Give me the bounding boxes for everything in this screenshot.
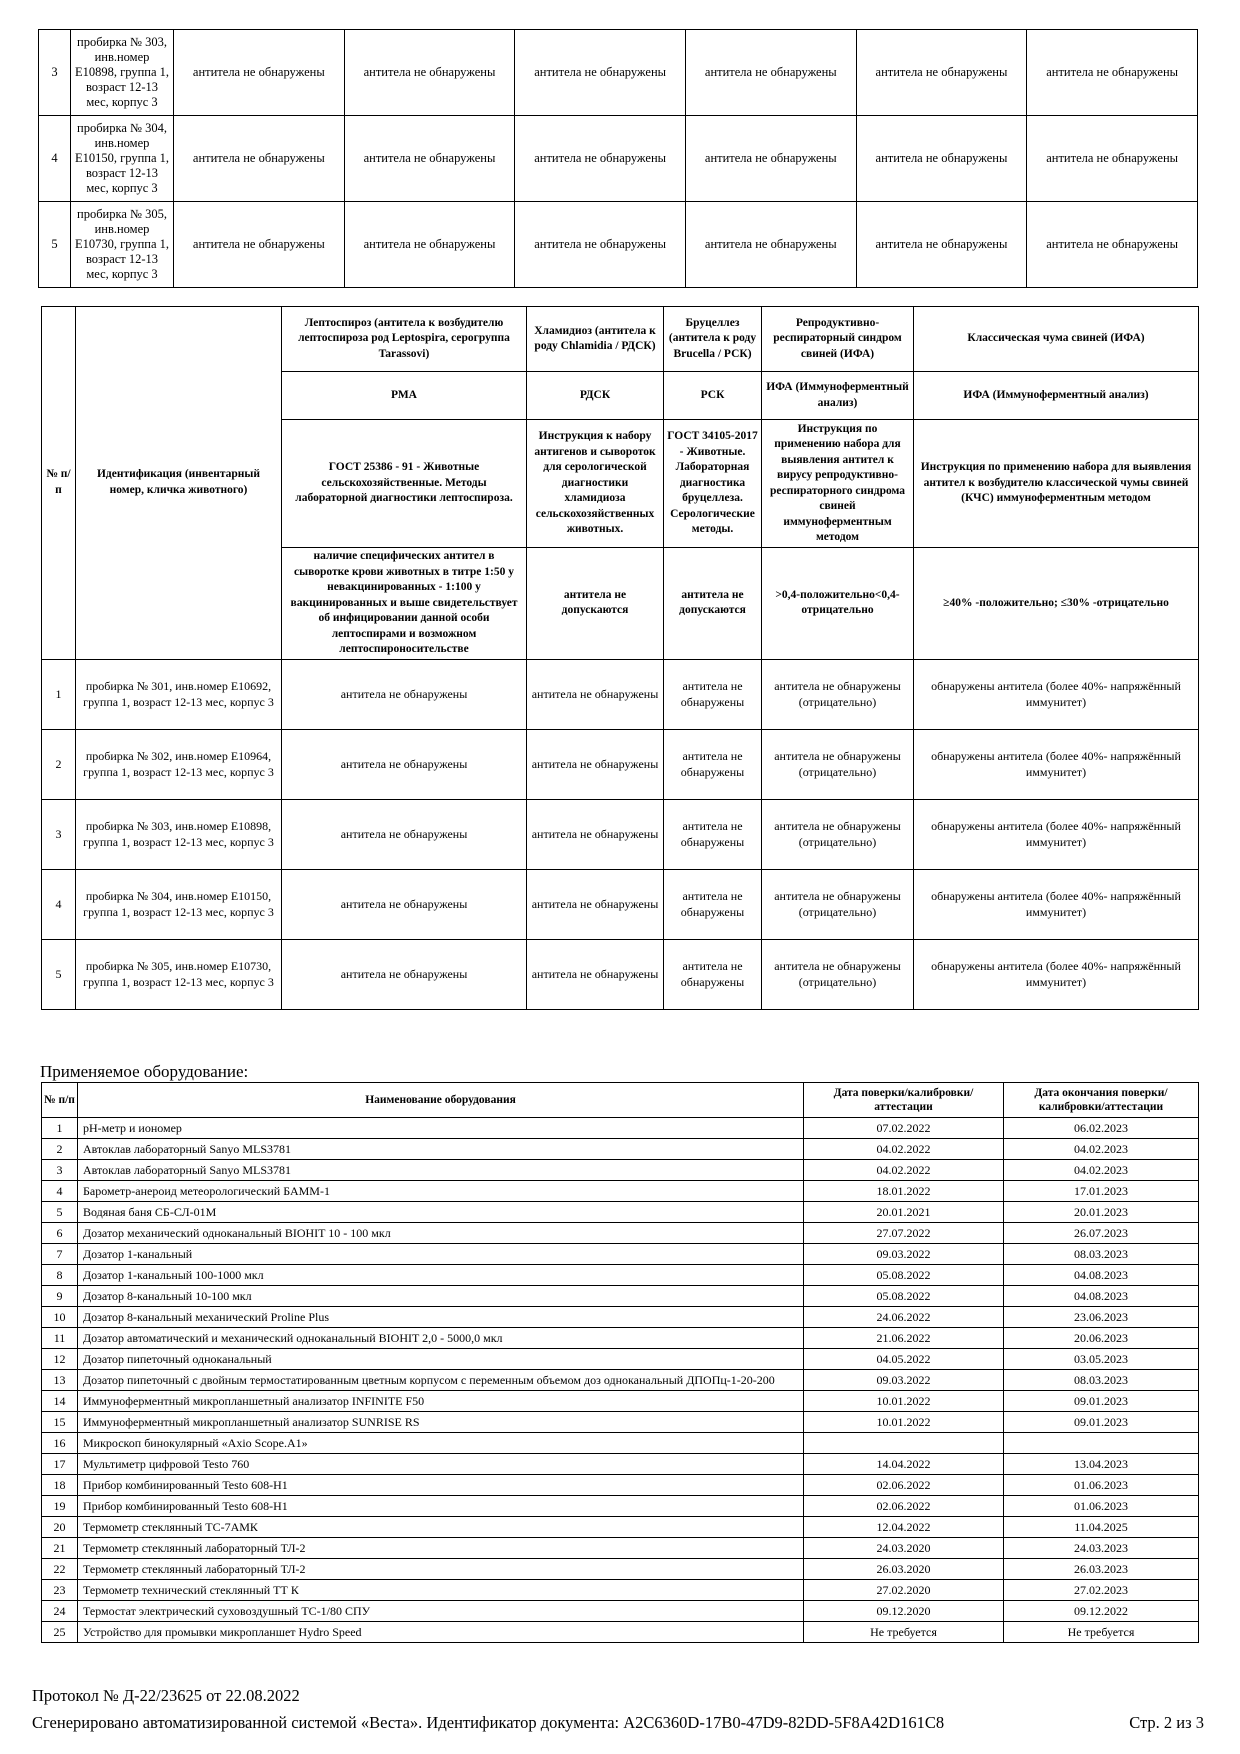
calibration-date: 21.06.2022: [804, 1328, 1004, 1349]
calibration-end-date: 17.01.2023: [1004, 1181, 1199, 1202]
standard-header: Инструкция по применению набора для выявления антител к вирусу репродуктивно-респираторного синдрома свиней иммуноферментным методом: [762, 420, 914, 548]
calibration-end-date: 04.08.2023: [1004, 1265, 1199, 1286]
calibration-date: 02.06.2022: [804, 1475, 1004, 1496]
row-number: 4: [42, 1181, 78, 1202]
calibration-end-date: 01.06.2023: [1004, 1496, 1199, 1517]
calibration-date: 20.01.2021: [804, 1202, 1004, 1223]
result-cell: антитела не обнаружены: [1027, 30, 1198, 116]
equipment-name: Прибор комбинированный Testo 608-H1: [78, 1475, 804, 1496]
equipment-row: [42, 1223, 1199, 1244]
equipment-row: [42, 1202, 1199, 1223]
table-row: [42, 869, 1199, 939]
norm-header: антитела не допускаются: [664, 548, 762, 660]
equipment-row: [42, 1538, 1199, 1559]
row-number: 3: [42, 799, 76, 869]
sample-id: пробирка № 302, инв.номер E10964, группа 1, возраст 12-13 мес, корпус 3: [76, 729, 282, 799]
row-number: 6: [42, 1223, 78, 1244]
equipment-header-row: [42, 1083, 1199, 1118]
table-row: [42, 939, 1199, 1009]
generated-by-note: Сгенерировано автоматизированной системой «Веста». Идентификатор документа: A2C6360D-17B0-47D9-82DD-5F8A42D161C8: [32, 1713, 945, 1732]
equipment-row: [42, 1622, 1199, 1643]
table-row: [42, 799, 1199, 869]
result-cell: антитела не обнаружены: [515, 116, 686, 202]
table-row: [39, 202, 1198, 288]
table-row: [42, 659, 1199, 729]
calibration-end-date: 13.04.2023: [1004, 1454, 1199, 1475]
col-num-header: № п/п: [42, 307, 76, 660]
calibration-end-date: 23.06.2023: [1004, 1307, 1199, 1328]
norm-header: >0,4-положительно<0,4-отрицательно: [762, 548, 914, 660]
method-header: ИФА (Иммуноферментный анализ): [762, 372, 914, 420]
result-cell: антитела не обнаружены (отрицательно): [762, 799, 914, 869]
header-row-disease: [42, 307, 1199, 372]
result-cell: антитела не обнаружены (отрицательно): [762, 729, 914, 799]
row-number: 21: [42, 1538, 78, 1559]
calibration-date: 24.06.2022: [804, 1307, 1004, 1328]
row-number: 15: [42, 1412, 78, 1433]
equipment-name: Термометр технический стеклянный ТТ К: [78, 1580, 804, 1601]
calibration-end-date: 20.01.2023: [1004, 1202, 1199, 1223]
row-number: 12: [42, 1349, 78, 1370]
eq-col-num-header: № п/п: [42, 1083, 78, 1118]
row-number: 16: [42, 1433, 78, 1454]
result-cell: антитела не обнаружены: [282, 869, 527, 939]
calibration-date: Не требуется: [804, 1622, 1004, 1643]
equipment-name: Водяная баня СБ-СЛ-01М: [78, 1202, 804, 1223]
calibration-date: 02.06.2022: [804, 1496, 1004, 1517]
result-cell: антитела не обнаружены: [515, 30, 686, 116]
row-number: 22: [42, 1559, 78, 1580]
equipment-name: Дозатор автоматический и механический одноканальный BIOHIT 2,0 - 5000,0 мкл: [78, 1328, 804, 1349]
standard-header: ГОСТ 34105-2017 - Животные. Лабораторная диагностика бруцеллеза. Серологические методы.: [664, 420, 762, 548]
calibration-end-date: 24.03.2023: [1004, 1538, 1199, 1559]
calibration-end-date: 08.03.2023: [1004, 1244, 1199, 1265]
calibration-end-date: 04.08.2023: [1004, 1286, 1199, 1307]
norm-header: ≥40% -положительно; ≤30% -отрицательно: [914, 548, 1199, 660]
result-cell: антитела не обнаружены: [174, 202, 345, 288]
calibration-date: 04.02.2022: [804, 1139, 1004, 1160]
equipment-row: [42, 1517, 1199, 1538]
equipment-row: [42, 1412, 1199, 1433]
calibration-end-date: 06.02.2023: [1004, 1118, 1199, 1139]
result-cell: антитела не обнаружены: [282, 939, 527, 1009]
calibration-date: 10.01.2022: [804, 1412, 1004, 1433]
disease-header: Классическая чума свиней (ИФА): [914, 307, 1199, 372]
calibration-end-date: 09.01.2023: [1004, 1412, 1199, 1433]
result-cell: антитела не обнаружены: [282, 729, 527, 799]
equipment-row: [42, 1286, 1199, 1307]
standard-header: Инструкция по применению набора для выявления антител к возбудителю классической чумы свиней (КЧС) иммуноферментным методом: [914, 420, 1199, 548]
method-header: ИФА (Иммуноферментный анализ): [914, 372, 1199, 420]
result-cell: антитела не обнаружены: [344, 116, 515, 202]
calibration-date: 09.03.2022: [804, 1244, 1004, 1265]
result-cell: антитела не обнаружены (отрицательно): [762, 939, 914, 1009]
result-cell: обнаружены антитела (более 40%- напряжённый иммунитет): [914, 729, 1199, 799]
equipment-row: [42, 1559, 1199, 1580]
equipment-name: Термометр стеклянный лабораторный ТЛ-2: [78, 1538, 804, 1559]
result-cell: обнаружены антитела (более 40%- напряжённый иммунитет): [914, 799, 1199, 869]
result-cell: антитела не обнаружены: [282, 659, 527, 729]
calibration-date: 04.02.2022: [804, 1160, 1004, 1181]
table-row: [39, 116, 1198, 202]
sample-id: пробирка № 305, инв.номер E10730, группа 1, возраст 12-13 мес, корпус 3: [71, 202, 174, 288]
equipment-name: Дозатор пипеточный одноканальный: [78, 1349, 804, 1370]
calibration-date: 27.02.2020: [804, 1580, 1004, 1601]
calibration-end-date: 09.12.2022: [1004, 1601, 1199, 1622]
col-id-header: Идентификация (инвентарный номер, кличка животного): [76, 307, 282, 660]
row-number: 5: [42, 1202, 78, 1223]
row-number: 1: [42, 659, 76, 729]
calibration-end-date: [1004, 1433, 1199, 1454]
equipment-row: [42, 1475, 1199, 1496]
result-cell: антитела не обнаружены: [527, 869, 664, 939]
sample-id: пробирка № 303, инв.номер E10898, группа 1, возраст 12-13 мес, корпус 3: [71, 30, 174, 116]
result-cell: антитела не обнаружены: [856, 202, 1027, 288]
row-number: 2: [42, 1139, 78, 1160]
equipment-name: Иммуноферментный микропланшетный анализатор INFINITE F50: [78, 1391, 804, 1412]
equipment-row: [42, 1307, 1199, 1328]
result-cell: антитела не обнаружены: [664, 939, 762, 1009]
disease-header: Хламидиоз (антитела к роду Chlamidia / РДСК): [527, 307, 664, 372]
row-number: 23: [42, 1580, 78, 1601]
equipment-row: [42, 1391, 1199, 1412]
calibration-date: 18.01.2022: [804, 1181, 1004, 1202]
page-number: Стр. 2 из 3: [1129, 1713, 1204, 1732]
calibration-end-date: 03.05.2023: [1004, 1349, 1199, 1370]
row-number: 8: [42, 1265, 78, 1286]
equipment-name: Дозатор 8-канальный 10-100 мкл: [78, 1286, 804, 1307]
equipment-row: [42, 1349, 1199, 1370]
result-cell: антитела не обнаружены: [515, 202, 686, 288]
calibration-date: 24.03.2020: [804, 1538, 1004, 1559]
result-cell: антитела не обнаружены: [685, 202, 856, 288]
equipment-name: Термостат электрический суховоздушный ТС-1/80 СПУ: [78, 1601, 804, 1622]
equipment-section-title: Применяемое оборудование:: [40, 1062, 249, 1081]
result-cell: антитела не обнаружены: [527, 799, 664, 869]
row-number: 3: [39, 30, 71, 116]
standard-header: Инструкция к набору антигенов и сывороток для серологической диагностики хламидиоза сельскохозяйственных животных.: [527, 420, 664, 548]
result-cell: обнаружены антитела (более 40%- напряжённый иммунитет): [914, 659, 1199, 729]
row-number: 9: [42, 1286, 78, 1307]
disease-header: Лептоспироз (антитела к возбудителю лептоспироза род Leptospira, серогруппа Tarassovi): [282, 307, 527, 372]
result-cell: антитела не обнаружены: [664, 659, 762, 729]
calibration-end-date: 09.01.2023: [1004, 1391, 1199, 1412]
row-number: 13: [42, 1370, 78, 1391]
calibration-date: 26.03.2020: [804, 1559, 1004, 1580]
sample-id: пробирка № 304, инв.номер E10150, группа 1, возраст 12-13 мес, корпус 3: [76, 869, 282, 939]
method-header: РДСК: [527, 372, 664, 420]
equipment-name: Термометр стеклянный ТС-7АМК: [78, 1517, 804, 1538]
norm-header: наличие специфических антител в сыворотке крови животных в титре 1:50 у невакцинированных - 1:100 у вакцинированных и выше свидетельствует об инфицировании данной особи лептоспирами и возможном лептоспироносительстве: [282, 548, 527, 660]
result-cell: антитела не обнаружены: [174, 116, 345, 202]
row-number: 5: [42, 939, 76, 1009]
equipment-name: Дозатор 1-канальный 100-1000 мкл: [78, 1265, 804, 1286]
row-number: 4: [39, 116, 71, 202]
result-cell: антитела не обнаружены: [664, 799, 762, 869]
row-number: 10: [42, 1307, 78, 1328]
equipment-name: Автоклав лабораторный Sanyo MLS3781: [78, 1160, 804, 1181]
equipment-row: [42, 1139, 1199, 1160]
row-number: 2: [42, 729, 76, 799]
calibration-date: 05.08.2022: [804, 1265, 1004, 1286]
equipment-row: [42, 1601, 1199, 1622]
calibration-date: 07.02.2022: [804, 1118, 1004, 1139]
calibration-date: 09.03.2022: [804, 1370, 1004, 1391]
result-cell: антитела не обнаружены: [344, 30, 515, 116]
row-number: 11: [42, 1328, 78, 1349]
equipment-row: [42, 1496, 1199, 1517]
calibration-end-date: 11.04.2025: [1004, 1517, 1199, 1538]
calibration-end-date: 26.07.2023: [1004, 1223, 1199, 1244]
result-cell: антитела не обнаружены: [1027, 202, 1198, 288]
row-number: 18: [42, 1475, 78, 1496]
eq-col-end-header: Дата окончания поверки/калибровки/аттестации: [1004, 1083, 1199, 1118]
row-number: 1: [42, 1118, 78, 1139]
row-number: 3: [42, 1160, 78, 1181]
equipment-row: [42, 1160, 1199, 1181]
table-row: [39, 30, 1198, 116]
equipment-row: [42, 1181, 1199, 1202]
equipment-name: Микроскоп бинокулярный «Axio Scope.A1»: [78, 1433, 804, 1454]
equipment-row: [42, 1580, 1199, 1601]
calibration-date: 09.12.2020: [804, 1601, 1004, 1622]
result-cell: антитела не обнаружены: [527, 729, 664, 799]
calibration-end-date: Не требуется: [1004, 1622, 1199, 1643]
disease-header: Бруцеллез (антитела к роду Brucella / РСК): [664, 307, 762, 372]
result-cell: антитела не обнаружены (отрицательно): [762, 659, 914, 729]
calibration-end-date: 08.03.2023: [1004, 1370, 1199, 1391]
result-cell: антитела не обнаружены: [664, 869, 762, 939]
calibration-date: 04.05.2022: [804, 1349, 1004, 1370]
method-header: РСК: [664, 372, 762, 420]
equipment-name: Мультиметр цифровой Testo 760: [78, 1454, 804, 1475]
calibration-date: 27.07.2022: [804, 1223, 1004, 1244]
row-number: 5: [39, 202, 71, 288]
calibration-end-date: 04.02.2023: [1004, 1139, 1199, 1160]
calibration-end-date: 04.02.2023: [1004, 1160, 1199, 1181]
equipment-table: [41, 1082, 1199, 1643]
row-number: 20: [42, 1517, 78, 1538]
result-cell: антитела не обнаружены: [527, 939, 664, 1009]
equipment-name: Дозатор механический одноканальный BIOHIT 10 - 100 мкл: [78, 1223, 804, 1244]
calibration-date: 12.04.2022: [804, 1517, 1004, 1538]
result-cell: антитела не обнаружены: [344, 202, 515, 288]
row-number: 19: [42, 1496, 78, 1517]
norm-header: антитела не допускаются: [527, 548, 664, 660]
equipment-row: [42, 1370, 1199, 1391]
row-number: 14: [42, 1391, 78, 1412]
calibration-date: 14.04.2022: [804, 1454, 1004, 1475]
result-cell: антитела не обнаружены: [1027, 116, 1198, 202]
equipment-name: Термометр стеклянный лабораторный ТЛ-2: [78, 1559, 804, 1580]
table-row: [42, 729, 1199, 799]
sample-id: пробирка № 301, инв.номер E10692, группа 1, возраст 12-13 мес, корпус 3: [76, 659, 282, 729]
results-table: [41, 306, 1199, 1010]
result-cell: антитела не обнаружены (отрицательно): [762, 869, 914, 939]
row-number: 17: [42, 1454, 78, 1475]
calibration-date: 10.01.2022: [804, 1391, 1004, 1412]
result-cell: антитела не обнаружены: [282, 799, 527, 869]
result-cell: антитела не обнаружены: [527, 659, 664, 729]
result-cell: антитела не обнаружены: [856, 30, 1027, 116]
disease-header: Репродуктивно-респираторный синдром свиней (ИФА): [762, 307, 914, 372]
calibration-end-date: 20.06.2023: [1004, 1328, 1199, 1349]
top-results-table: [38, 29, 1198, 288]
calibration-date: [804, 1433, 1004, 1454]
result-cell: антитела не обнаружены: [664, 729, 762, 799]
result-cell: антитела не обнаружены: [856, 116, 1027, 202]
equipment-row: [42, 1265, 1199, 1286]
sample-id: пробирка № 305, инв.номер E10730, группа 1, возраст 12-13 мес, корпус 3: [76, 939, 282, 1009]
row-number: 25: [42, 1622, 78, 1643]
method-header: РМА: [282, 372, 527, 420]
result-cell: обнаружены антитела (более 40%- напряжённый иммунитет): [914, 939, 1199, 1009]
result-cell: антитела не обнаружены: [685, 116, 856, 202]
result-cell: антитела не обнаружены: [685, 30, 856, 116]
eq-col-date-header: Дата поверки/калибровки/аттестации: [804, 1083, 1004, 1118]
equipment-name: Дозатор пипеточный с двойным термостатированным цветным корпусом с переменным объемом доз одноканальный ДПОПц-1-20-200: [78, 1370, 804, 1391]
equipment-name: Прибор комбинированный Testo 608-H1: [78, 1496, 804, 1517]
standard-header: ГОСТ 25386 - 91 - Животные сельскохозяйственные. Методы лабораторной диагностики лептоспироза.: [282, 420, 527, 548]
equipment-name: Автоклав лабораторный Sanyo MLS3781: [78, 1139, 804, 1160]
equipment-row: [42, 1454, 1199, 1475]
equipment-name: Барометр-анероид метеорологический БАММ-1: [78, 1181, 804, 1202]
calibration-end-date: 27.02.2023: [1004, 1580, 1199, 1601]
sample-id: пробирка № 304, инв.номер E10150, группа 1, возраст 12-13 мес, корпус 3: [71, 116, 174, 202]
protocol-number: Протокол № Д-22/23625 от 22.08.2022: [32, 1686, 300, 1705]
equipment-row: [42, 1244, 1199, 1265]
eq-col-name-header: Наименование оборудования: [78, 1083, 804, 1118]
row-number: 7: [42, 1244, 78, 1265]
equipment-name: Устройство для промывки микропланшет Hydro Speed: [78, 1622, 804, 1643]
equipment-name: рН-метр и иономер: [78, 1118, 804, 1139]
equipment-row: [42, 1118, 1199, 1139]
equipment-name: Иммуноферментный микропланшетный анализатор SUNRISE RS: [78, 1412, 804, 1433]
row-number: 4: [42, 869, 76, 939]
equipment-row: [42, 1328, 1199, 1349]
row-number: 24: [42, 1601, 78, 1622]
sample-id: пробирка № 303, инв.номер E10898, группа 1, возраст 12-13 мес, корпус 3: [76, 799, 282, 869]
equipment-name: Дозатор 8-канальный механический Proline Plus: [78, 1307, 804, 1328]
result-cell: антитела не обнаружены: [174, 30, 345, 116]
calibration-end-date: 26.03.2023: [1004, 1559, 1199, 1580]
equipment-name: Дозатор 1-канальный: [78, 1244, 804, 1265]
calibration-end-date: 01.06.2023: [1004, 1475, 1199, 1496]
calibration-date: 05.08.2022: [804, 1286, 1004, 1307]
equipment-row: [42, 1433, 1199, 1454]
result-cell: обнаружены антитела (более 40%- напряжённый иммунитет): [914, 869, 1199, 939]
